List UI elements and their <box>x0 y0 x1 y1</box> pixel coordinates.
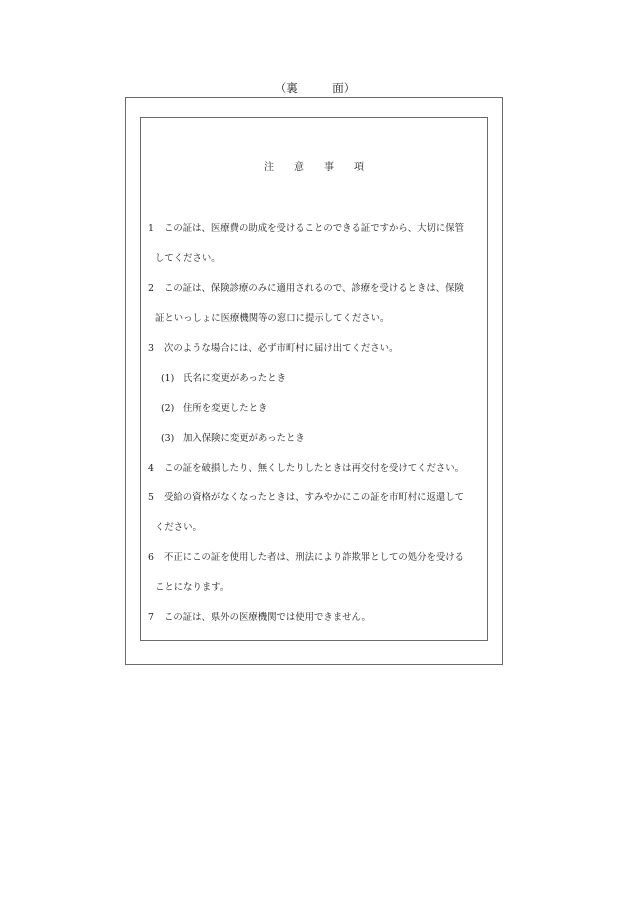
notice-7-line1 <box>148 611 371 625</box>
notice-2-number: 2 <box>148 283 154 294</box>
notice-7-text: この証は、県外の医療機関では使用できません。 <box>164 612 371 623</box>
notice-6-text: 不正にこの証を使用した者は、刑法により詐欺罪としての処分を受ける <box>164 552 465 563</box>
notice-5-number: 5 <box>148 492 154 503</box>
notice-5-text: 受給の資格がなくなったときは、すみやかにこの証を市町村に返還して <box>164 492 465 503</box>
notice-5-line2: ください。 <box>155 522 202 533</box>
notice-3-sub-3-text: 加入保険に変更があったとき <box>183 433 305 444</box>
notice-3-sub-1-number: (1) <box>161 373 175 384</box>
notice-3-sub-3-number: (3) <box>161 433 175 444</box>
notice-3-sub-1 <box>161 372 286 386</box>
notice-7-number: 7 <box>148 612 154 623</box>
notice-6-line1 <box>148 551 464 565</box>
notice-2-line1 <box>148 282 464 296</box>
notice-4-text: この証を破損したり、無くしたりしたときは再交付を受けてください。 <box>164 463 465 474</box>
notice-5-line1 <box>148 491 464 505</box>
side-label: （裏 面） <box>274 81 356 95</box>
notice-2-line2: 証といっしょに医療機関等の窓口に提示してください。 <box>155 313 390 324</box>
notice-1-number: 1 <box>148 223 154 234</box>
notice-2-text: この証は、保険診療のみに適用されるので、診療を受けるときは、保険 <box>164 283 464 294</box>
notice-3-text: 次のような場合には、必ず市町村に届け出てください。 <box>164 343 399 354</box>
notice-3-number: 3 <box>148 343 154 354</box>
notice-3-sub-3 <box>161 432 305 446</box>
notice-heading: 注 意 事 項 <box>264 162 364 173</box>
notice-3-sub-2 <box>161 402 267 416</box>
notice-4-line1 <box>148 462 464 476</box>
notice-3-sub-2-text: 住所を変更したとき <box>183 403 268 414</box>
notice-3-sub-2-number: (2) <box>161 403 175 414</box>
notice-1-text: この証は、医療費の助成を受けることのできる証ですから、大切に保管 <box>164 223 465 234</box>
notice-3-line1 <box>148 342 398 356</box>
notice-1-line2: してください。 <box>155 253 221 264</box>
notice-6-line2: ことになります。 <box>155 582 230 593</box>
notice-3-sub-1-text: 氏名に変更があったとき <box>183 373 287 384</box>
notice-6-number: 6 <box>148 552 154 563</box>
notice-4-number: 4 <box>148 463 154 474</box>
notice-1-line1 <box>148 222 464 236</box>
